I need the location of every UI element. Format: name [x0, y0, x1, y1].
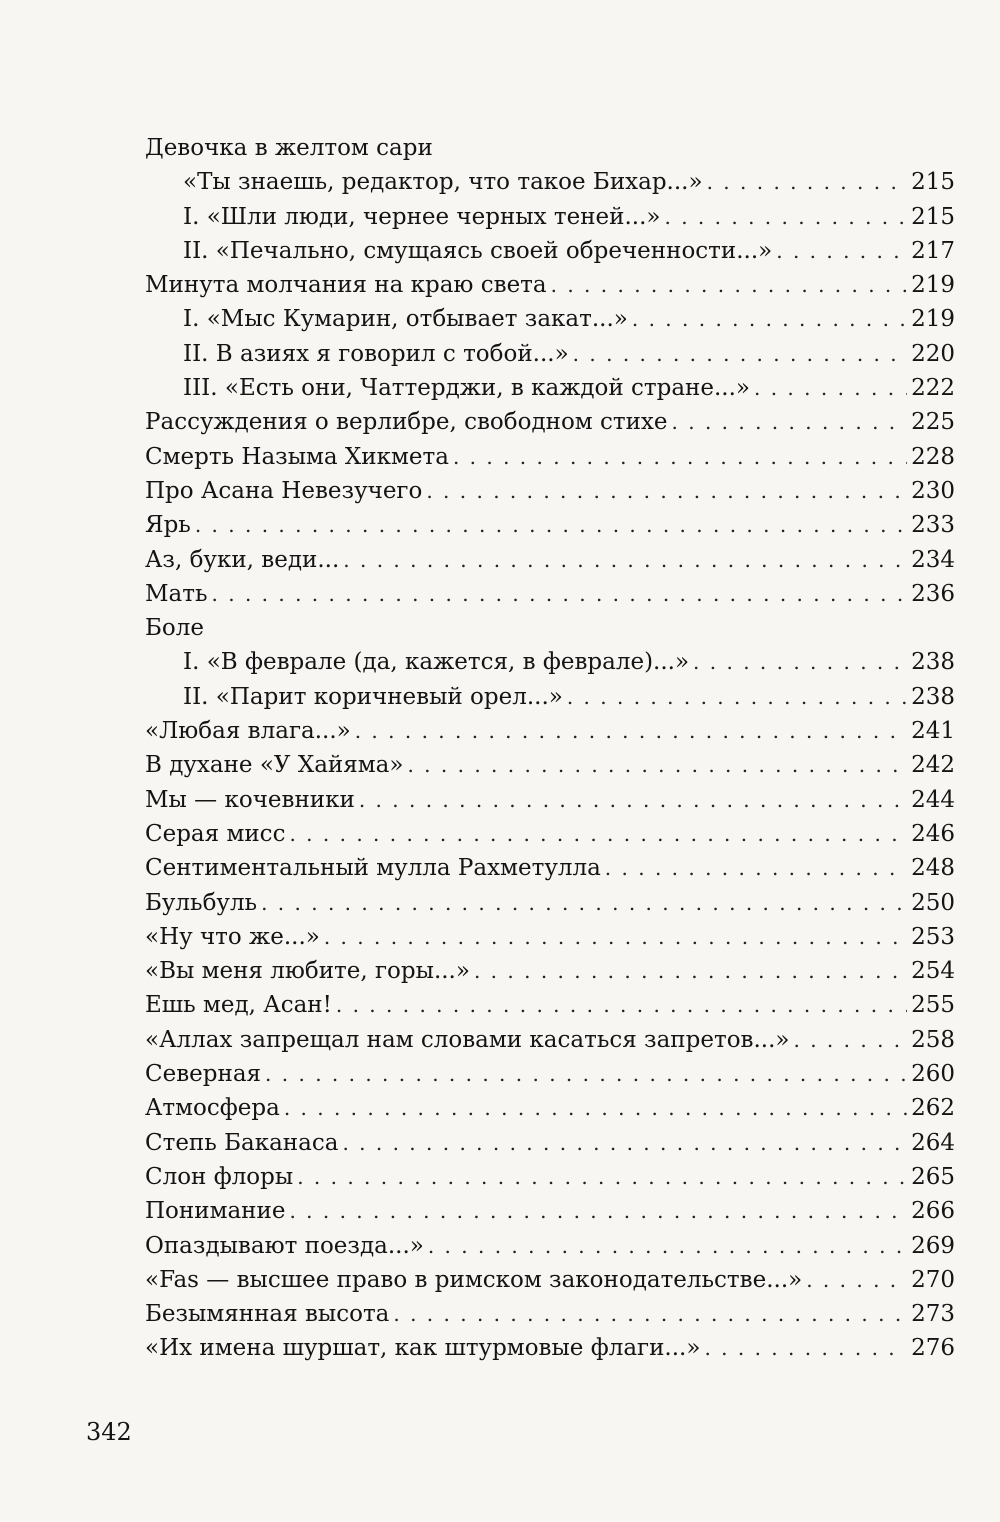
- toc-entry-title: «Аллах запрещал нам словами касаться запретов...»: [145, 1026, 790, 1053]
- toc-entry-title: III. «Есть они, Чаттерджи, в каждой стране...»: [183, 375, 750, 402]
- toc-entry-title: I. «Шли люди, чернее черных теней...»: [183, 203, 661, 230]
- toc-entry-title: II. «Парит коричневый орел...»: [183, 683, 563, 710]
- toc-entry-page: 255: [911, 992, 955, 1019]
- dot-leader: [567, 680, 907, 714]
- toc-entry-page: 217: [911, 237, 955, 264]
- toc-entry: [145, 337, 955, 371]
- toc-entry: [145, 1194, 955, 1228]
- toc-entry-page: 250: [911, 889, 955, 916]
- dot-leader: [355, 714, 907, 748]
- toc-entry-page: 238: [911, 649, 955, 676]
- toc-entry: [145, 817, 955, 851]
- toc-entry-page: 215: [911, 203, 955, 230]
- toc-entry: [145, 543, 955, 577]
- toc-entry-page: 219: [911, 306, 955, 333]
- dot-leader: [297, 1160, 907, 1194]
- dot-leader: [428, 1229, 907, 1263]
- toc-entry-title: «Fas — высшее право в римском законодательстве...»: [145, 1266, 803, 1293]
- toc-entry: [145, 1126, 955, 1160]
- toc-entry-title: I. «В феврале (да, кажется, в феврале)...»: [183, 649, 690, 676]
- toc-entry-title: Степь Баканаса: [145, 1129, 339, 1156]
- toc-entry: [145, 200, 955, 234]
- toc-entry: [145, 577, 955, 611]
- dot-leader: [426, 474, 907, 508]
- toc-entry-title: II. В азиях я говорил с тобой...»: [183, 340, 569, 367]
- toc-entry-title: Аз, буки, веди...: [145, 546, 340, 573]
- dot-leader: [665, 200, 908, 234]
- dot-leader: [342, 1126, 907, 1160]
- toc-entry-page: 244: [911, 786, 955, 813]
- toc-entry-page: 236: [911, 580, 955, 607]
- toc-entry-title: Минута молчания на краю света: [145, 272, 547, 299]
- dot-leader: [806, 1263, 907, 1297]
- toc-entry: [145, 886, 955, 920]
- dot-leader: [754, 371, 907, 405]
- table-of-contents: [145, 131, 955, 1366]
- toc-entry: [145, 1263, 955, 1297]
- toc-entry-page: 258: [911, 1026, 955, 1053]
- dot-leader: [261, 886, 907, 920]
- toc-entry: [145, 405, 955, 439]
- toc-entry-title: Сентиментальный мулла Рахметулла: [145, 855, 601, 882]
- toc-entry-title: «Вы меня любите, горы...»: [145, 958, 470, 985]
- toc-entry-page: 269: [911, 1232, 955, 1259]
- toc-entry: [145, 1229, 955, 1263]
- dot-leader: [324, 920, 907, 954]
- dot-leader: [632, 302, 907, 336]
- dot-leader: [289, 817, 907, 851]
- toc-entry: [145, 371, 955, 405]
- toc-entry-page: 262: [911, 1095, 955, 1122]
- toc-entry-page: 220: [911, 340, 955, 367]
- toc-entry-title: Мать: [145, 580, 208, 607]
- toc-entry-title: «Любая влага...»: [145, 718, 351, 745]
- toc-entry: [145, 1023, 955, 1057]
- toc-entry: [145, 474, 955, 508]
- toc-entry-title: Атмосфера: [145, 1095, 280, 1122]
- toc-entry-page: 225: [911, 409, 955, 436]
- dot-leader: [704, 1331, 907, 1365]
- toc-entry-title: Мы — кочевники: [145, 786, 355, 813]
- toc-entry-title: Безымянная высота: [145, 1301, 390, 1328]
- toc-entry-page: 254: [911, 958, 955, 985]
- toc-entry-title: «Их имена шуршат, как штурмовые флаги...»: [145, 1335, 701, 1362]
- toc-entry-title: Ешь мед, Асан!: [145, 992, 332, 1019]
- toc-entry-title: Ярь: [145, 512, 191, 539]
- toc-entry-title: Понимание: [145, 1198, 286, 1225]
- toc-entry-page: 241: [911, 718, 955, 745]
- toc-entry-page: 270: [911, 1266, 955, 1293]
- toc-entry-title: Рассуждения о верлибре, свободном стихе: [145, 409, 668, 436]
- toc-entry-page: 260: [911, 1061, 955, 1088]
- toc-entry: [145, 988, 955, 1022]
- toc-entry: [145, 1057, 955, 1091]
- toc-entry-title: Смерть Назыма Хикмета: [145, 443, 449, 470]
- dot-leader: [474, 954, 907, 988]
- toc-entry: [145, 1091, 955, 1125]
- toc-entry: [145, 611, 955, 645]
- toc-entry-title: Про Асана Невезучего: [145, 477, 423, 504]
- toc-entry: [145, 165, 955, 199]
- toc-entry-title: I. «Мыс Кумарин, отбывает закат...»: [183, 306, 628, 333]
- page-number: 342: [86, 1418, 132, 1446]
- toc-entry: [145, 440, 955, 474]
- toc-entry-page: 222: [911, 375, 955, 402]
- dot-leader: [573, 337, 907, 371]
- toc-entry-page: 228: [911, 443, 955, 470]
- toc-entry-title: Северная: [145, 1061, 262, 1088]
- toc-entry-page: 238: [911, 683, 955, 710]
- toc-entry: [145, 714, 955, 748]
- toc-entry: [145, 920, 955, 954]
- toc-entry-page: 246: [911, 820, 955, 847]
- dot-leader: [265, 1057, 907, 1091]
- toc-entry-title: Девочка в желтом сари: [145, 135, 433, 161]
- toc-entry-title: Боле: [145, 615, 204, 642]
- toc-entry: [145, 234, 955, 268]
- toc-entry-page: 266: [911, 1198, 955, 1225]
- toc-entry: [145, 131, 955, 165]
- toc-entry-page: 215: [911, 169, 955, 196]
- toc-entry-page: 233: [911, 512, 955, 539]
- toc-entry-page: 234: [911, 546, 955, 573]
- toc-entry-title: «Ты знаешь, редактор, что такое Бихар...»: [183, 169, 703, 196]
- dot-leader: [343, 543, 907, 577]
- toc-entry: [145, 1297, 955, 1331]
- toc-entry-title: Бульбуль: [145, 889, 258, 916]
- dot-leader: [289, 1194, 907, 1228]
- toc-entry-title: Серая мисс: [145, 820, 286, 847]
- toc-entry-page: 253: [911, 923, 955, 950]
- toc-entry: [145, 851, 955, 885]
- dot-leader: [672, 405, 908, 439]
- toc-entry-title: «Ну что же...»: [145, 923, 320, 950]
- dot-leader: [693, 645, 907, 679]
- dot-leader: [195, 508, 907, 542]
- toc-entry-page: 242: [911, 752, 955, 779]
- dot-leader: [393, 1297, 907, 1331]
- dot-leader: [794, 1023, 908, 1057]
- toc-entry-page: 264: [911, 1129, 955, 1156]
- toc-entry-page: 276: [911, 1335, 955, 1362]
- toc-entry: [145, 680, 955, 714]
- toc-entry: [145, 1160, 955, 1194]
- toc-entry: [145, 268, 955, 302]
- toc-entry-page: 248: [911, 855, 955, 882]
- toc-entry: [145, 748, 955, 782]
- dot-leader: [284, 1091, 907, 1125]
- toc-entry: [145, 783, 955, 817]
- toc-entry: [145, 954, 955, 988]
- toc-entry-page: 230: [911, 477, 955, 504]
- toc-entry: [145, 302, 955, 336]
- dot-leader: [551, 268, 907, 302]
- toc-entry: [145, 645, 955, 679]
- toc-entry-title: Слон флоры: [145, 1163, 294, 1190]
- dot-leader: [453, 440, 907, 474]
- dot-leader: [359, 783, 907, 817]
- toc-entry: [145, 508, 955, 542]
- toc-entry-title: Опаздывают поезда...»: [145, 1232, 424, 1259]
- dot-leader: [707, 165, 908, 199]
- toc-entry-page: 265: [911, 1163, 955, 1190]
- toc-entry-page: 219: [911, 272, 955, 299]
- toc-entry-page: 273: [911, 1301, 955, 1328]
- dot-leader: [605, 851, 907, 885]
- dot-leader: [212, 577, 908, 611]
- dot-leader: [407, 748, 907, 782]
- toc-entry-title: II. «Печально, смущаясь своей обреченности...»: [183, 237, 773, 264]
- dot-leader: [776, 234, 907, 268]
- dot-leader: [336, 988, 907, 1022]
- toc-entry-title: В духане «У Хайяма»: [145, 752, 404, 779]
- toc-entry: [145, 1331, 955, 1365]
